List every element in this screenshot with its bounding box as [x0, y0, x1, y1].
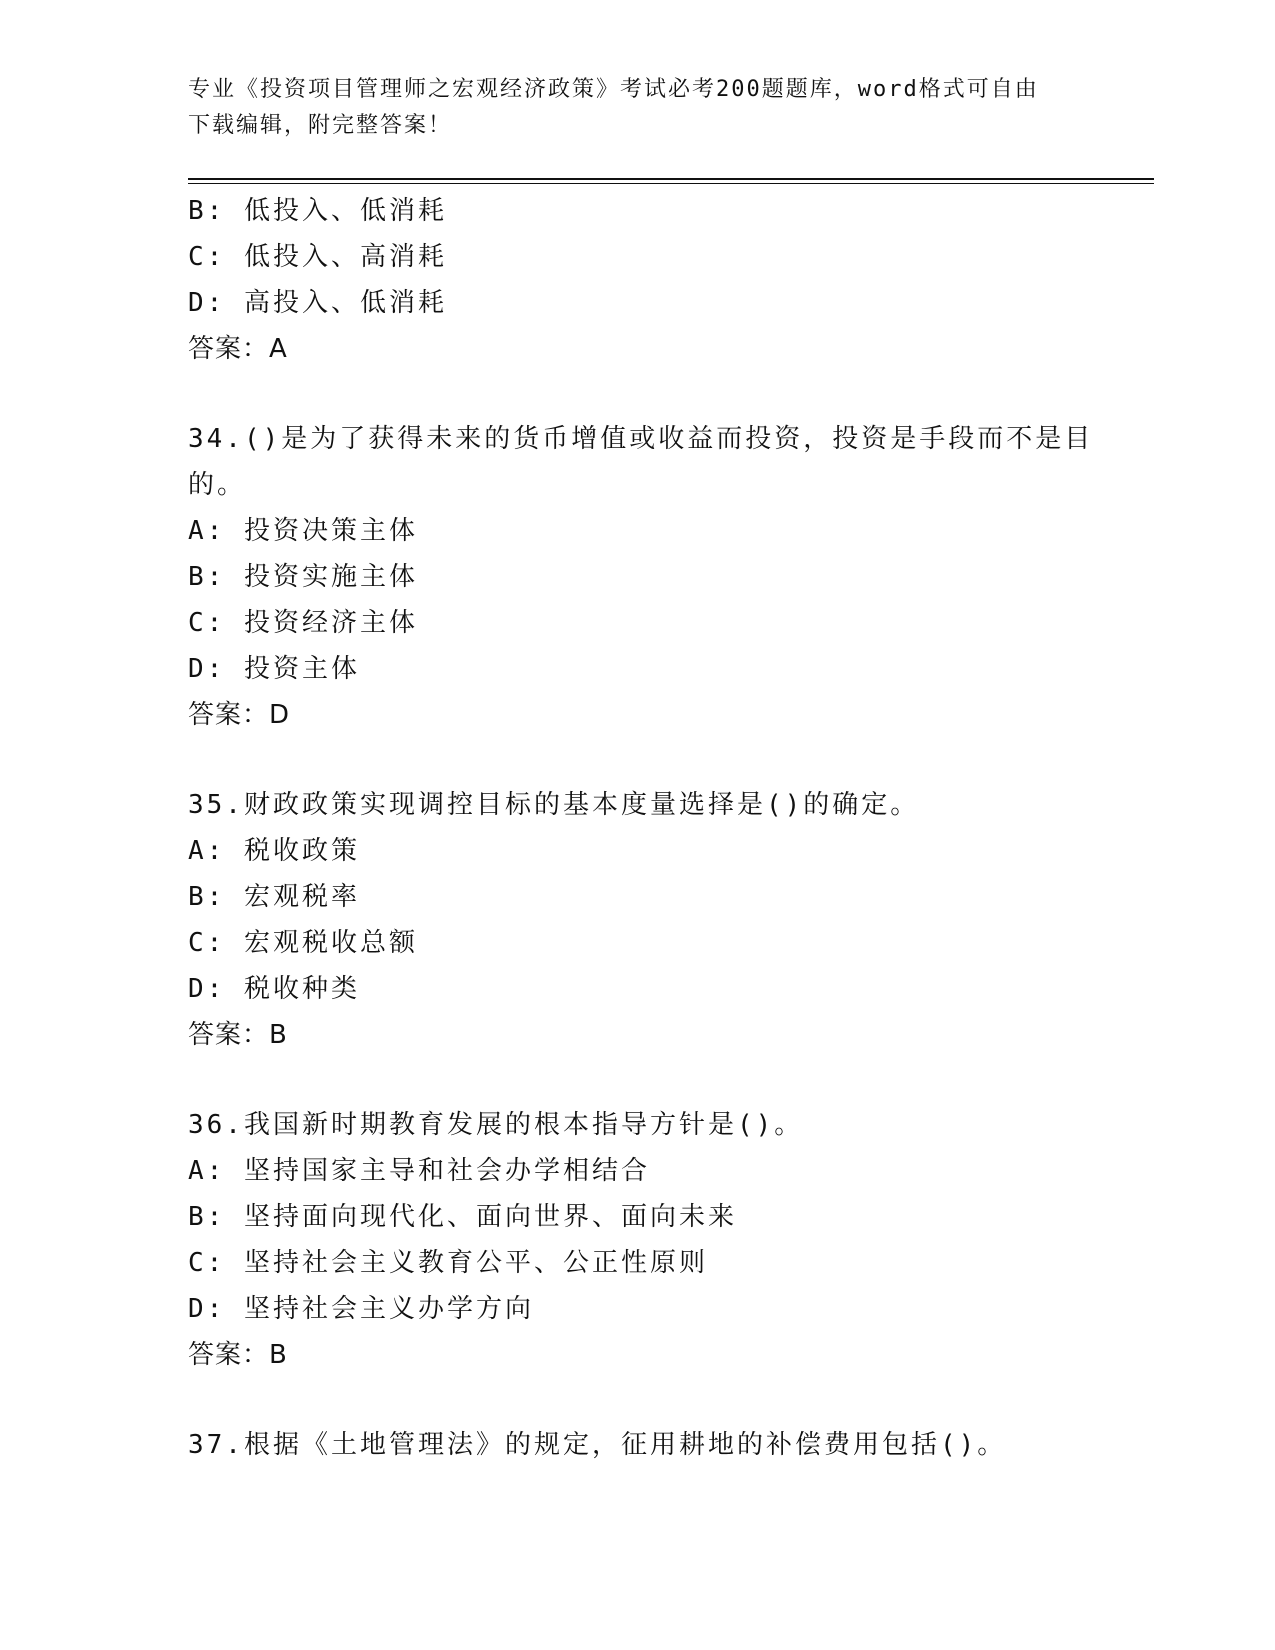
option-c: C: 投资经济主体 — [188, 608, 418, 638]
question-text: 35.财政政策实现调控目标的基本度量选择是()的确定。 — [188, 790, 920, 820]
option-a: A: 投资决策主体 — [188, 516, 418, 546]
option-d: D: 税收种类 — [188, 974, 360, 1004]
option-d: D: 投资主体 — [188, 654, 360, 684]
option-b: B: 坚持面向现代化、面向世界、面向未来 — [188, 1202, 737, 1232]
answer: 答案：D — [188, 700, 291, 730]
answer: 答案：B — [188, 1020, 288, 1050]
question-37 — [188, 1422, 1088, 1468]
option-c: C: 低投入、高消耗 — [188, 242, 447, 272]
spacer — [188, 372, 1088, 416]
question-35 — [188, 782, 1088, 1058]
option-d: D: 坚持社会主义办学方向 — [188, 1294, 534, 1324]
question-33-tail — [188, 188, 1088, 372]
question-36 — [188, 1102, 1088, 1378]
option-b: B: 宏观税率 — [188, 882, 360, 912]
answer: 答案：A — [188, 334, 288, 364]
answer: 答案：B — [188, 1340, 288, 1370]
option-b: B: 低投入、低消耗 — [188, 196, 447, 226]
option-a: A: 坚持国家主导和社会办学相结合 — [188, 1156, 650, 1186]
header-rule-thick — [188, 178, 1154, 180]
spacer — [188, 738, 1088, 782]
question-34 — [188, 416, 1094, 738]
option-d: D: 高投入、低消耗 — [188, 288, 447, 318]
option-c: C: 坚持社会主义教育公平、公正性原则 — [188, 1248, 708, 1278]
question-list — [188, 188, 1094, 1468]
option-b: B: 投资实施主体 — [188, 562, 418, 592]
spacer — [188, 1378, 1088, 1422]
header-line-1: 专业《投资项目管理师之宏观经济政策》考试必考200题题库，word格式可自由 — [188, 77, 1039, 102]
page-header — [188, 72, 1078, 144]
question-text-line-1: 34.()是为了获得未来的货币增值或收益而投资，投资是手段而不是目 — [188, 424, 1094, 454]
spacer — [188, 1058, 1088, 1102]
question-text: 37.根据《土地管理法》的规定，征用耕地的补偿费用包括()。 — [188, 1430, 1007, 1460]
option-c: C: 宏观税收总额 — [188, 928, 418, 958]
question-text: 36.我国新时期教育发展的根本指导方针是()。 — [188, 1110, 804, 1140]
header-rule-thin — [188, 183, 1154, 184]
question-text-line-2: 的。 — [188, 470, 247, 500]
option-a: A: 税收政策 — [188, 836, 360, 866]
header-line-2: 下载编辑，附完整答案！ — [188, 113, 453, 138]
